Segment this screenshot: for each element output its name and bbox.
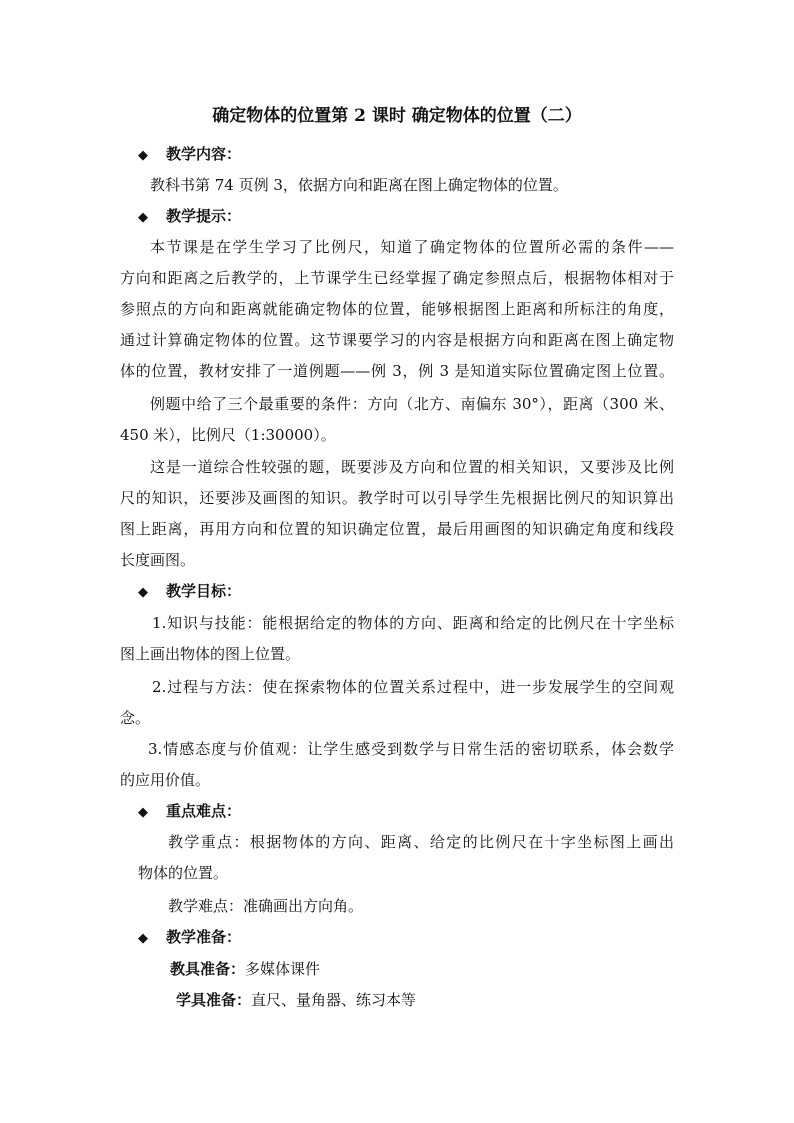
- diamond-bullet-icon: ◆: [138, 210, 148, 225]
- diamond-bullet-icon: ◆: [138, 585, 148, 600]
- section-heading-tips: [138, 205, 241, 229]
- prep-teacher-line: [170, 958, 320, 980]
- goals-line: 1.知识与技能：能根据给定的物体的方向、距离和给定的比例尺在十字坐标: [152, 614, 674, 632]
- heading-text: 重点难点：: [166, 802, 242, 820]
- diamond-bullet-icon: ◆: [138, 931, 148, 946]
- goals-line: 3.情感态度与价值观：让学生感受到数学与日常生活的密切联系，体会数学: [148, 740, 674, 758]
- tips-line: 参照点的方向和距离就能确定物体的位置，能够根据图上距离和所标注的角度，: [120, 300, 674, 318]
- prep-student-label: 学具准备：: [176, 991, 252, 1009]
- page-title: 确定物体的位置第 2 课时 确定物体的位置（二）: [212, 106, 582, 126]
- diamond-bullet-icon: ◆: [138, 805, 148, 820]
- content-line: 教科书第 74 页例 3，依据方向和距离在图上确定物体的位置。: [150, 176, 568, 194]
- goals-line: 念。: [120, 709, 151, 727]
- tips-line: 这是一道综合性较强的题，既要涉及方向和位置的相关知识，又要涉及比例: [150, 458, 674, 476]
- tips-line: 本节课是在学生学习了比例尺，知道了确定物体的位置所必需的条件——: [150, 238, 674, 256]
- section-heading-content: [138, 143, 241, 167]
- tips-line: 通过计算确定物体的位置。这节课要学习的内容是根据方向和距离在图上确定物: [120, 331, 674, 349]
- goals-line: 的应用价值。: [120, 771, 211, 789]
- prep-teacher-label: 教具准备：: [170, 960, 246, 978]
- tips-line: 体的位置，教材安排了一道例题——例 3，例 3 是知道实际位置确定图上位置。: [120, 362, 674, 380]
- key-line: 教学难点：准确画出方向角。: [168, 897, 364, 915]
- tips-line: 450 米），比例尺（1:30000）。: [120, 426, 336, 444]
- prep-student-value: 直尺、量角器、练习本等: [251, 991, 417, 1009]
- tips-line: 图上距离，再用方向和位置的知识确定位置，最后用画图的知识确定角度和线段: [120, 520, 674, 538]
- heading-text: 教学准备：: [166, 928, 242, 946]
- key-line: 教学重点：根据物体的方向、距离、给定的比例尺在十字坐标图上画出: [168, 833, 674, 851]
- prep-student-line: [176, 989, 416, 1011]
- goals-line: 2.过程与方法：使在探索物体的位置关系过程中，进一步发展学生的空间观: [152, 678, 674, 696]
- tips-line: 例题中给了三个最重要的条件：方向（北方、南偏东 30°），距离（300 米、: [150, 395, 674, 413]
- goals-line: 图上画出物体的图上位置。: [120, 645, 301, 663]
- tips-line: 长度画图。: [120, 551, 196, 569]
- heading-text: 教学内容：: [166, 145, 242, 163]
- heading-text: 教学提示：: [166, 207, 242, 225]
- section-heading-key: [138, 800, 241, 824]
- tips-line: 尺的知识，还要涉及画图的知识。教学时可以引导学生先根据比例尺的知识算出: [120, 489, 674, 507]
- key-line: 物体的位置。: [138, 864, 229, 882]
- section-heading-prep: [138, 926, 241, 950]
- heading-text: 教学目标：: [166, 582, 242, 600]
- section-heading-goals: [138, 580, 241, 604]
- tips-line: 方向和距离之后教学的，上节课学生已经掌握了确定参照点后，根据物体相对于: [120, 269, 674, 287]
- diamond-bullet-icon: ◆: [138, 148, 148, 163]
- prep-teacher-value: 多媒体课件: [245, 960, 321, 978]
